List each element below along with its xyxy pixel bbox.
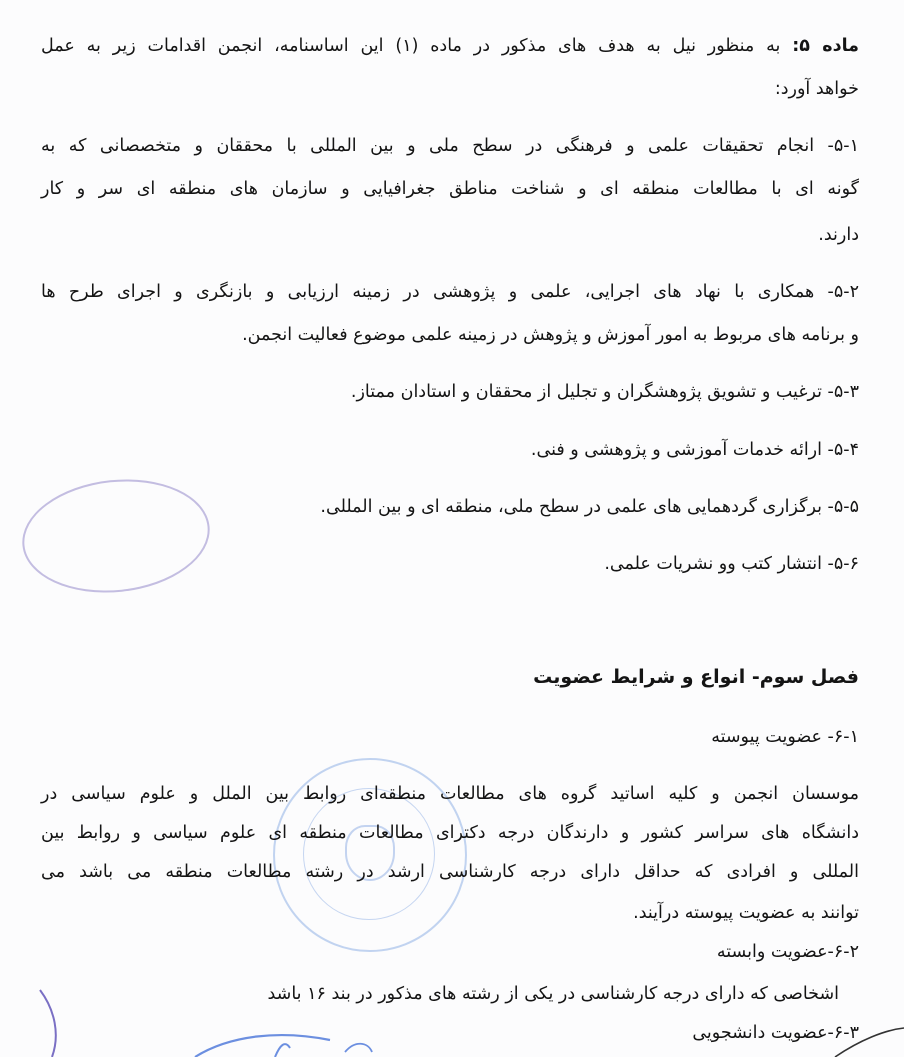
membership-6-1-line-3: المللی و افرادی که حداقل دارای درجه کارشناسی ارشد در رشته مطالعات منطقه می باشد می [41,862,859,882]
membership-6-1-title: ۶-۱- عضویت پیوسته [711,727,859,747]
membership-6-2-title: ۶-۲-عضویت وابسته [716,942,859,962]
item-5-1-line-1: ۵-۱- انجام تحقیقات علمی و فرهنگی در سطح ملی و بین المللی با محققان و متخصصانی که به [41,136,859,156]
article5-line-2: خواهد آورد: [774,79,859,99]
membership-6-1-line-2: دانشگاه های سراسر کشور و دارندگان درجه دکترای مطالعات منطقه ای علوم سیاسی و روابط بین [41,823,859,843]
item-5-4: ۵-۴- ارائه خدمات آموزشی و پژوهشی و فنی. [530,440,859,460]
membership-6-3-title: ۶-۳-عضویت دانشجویی [692,1023,859,1043]
membership-6-2-line: اشخاصی که دارای درجه کارشناسی در یکی از رشته های مذکور در بند ۱۶ باشد [267,984,839,1004]
item-5-3: ۵-۳- ترغیب و تشویق پژوهشگران و تجلیل از محققان و استادان ممتاز. [350,382,859,402]
item-5-6: ۵-۶- انتشار کتب وو نشریات علمی. [604,554,859,574]
item-5-5: ۵-۵- برگزاری گردهمایی های علمی در سطح ملی، منطقه ای و بین المللی. [320,497,859,517]
article5-label: ماده ۵: [792,36,859,56]
article5-line1-text: به منظور نیل به هدف های مذکور در ماده (۱) این اساسنامه، انجمن اقدامات زیر به عمل [41,36,781,56]
item-5-1-line-2: گونه ای با مطالعات منطقه ای و شناخت مناطق جغرافیایی و سازمان های منطقه ای سر و کار [41,179,859,199]
membership-6-1-line-4: توانند به عضویت پیوسته درآیند. [633,903,859,923]
item-5-2-line-2: و برنامه های مربوط به امور آموزش و پژوهش در زمینه علمی موضوع فعالیت انجمن. [242,325,859,345]
item-5-2-line-1: ۵-۲- همکاری با نهاد های اجرایی، علمی و پژوهشی در زمینه ارزیابی و بازنگری و اجرای طرح ها [41,282,859,302]
item-5-1-line-3: دارند. [818,225,859,245]
membership-6-1-line-1: موسسان انجمن و کلیه اساتید گروه های مطالعات منطقه‌ای روابط بین الملل و علوم سیاسی در [41,784,859,804]
chapter3-title: فصل سوم- انواع و شرایط عضویت [533,666,859,688]
